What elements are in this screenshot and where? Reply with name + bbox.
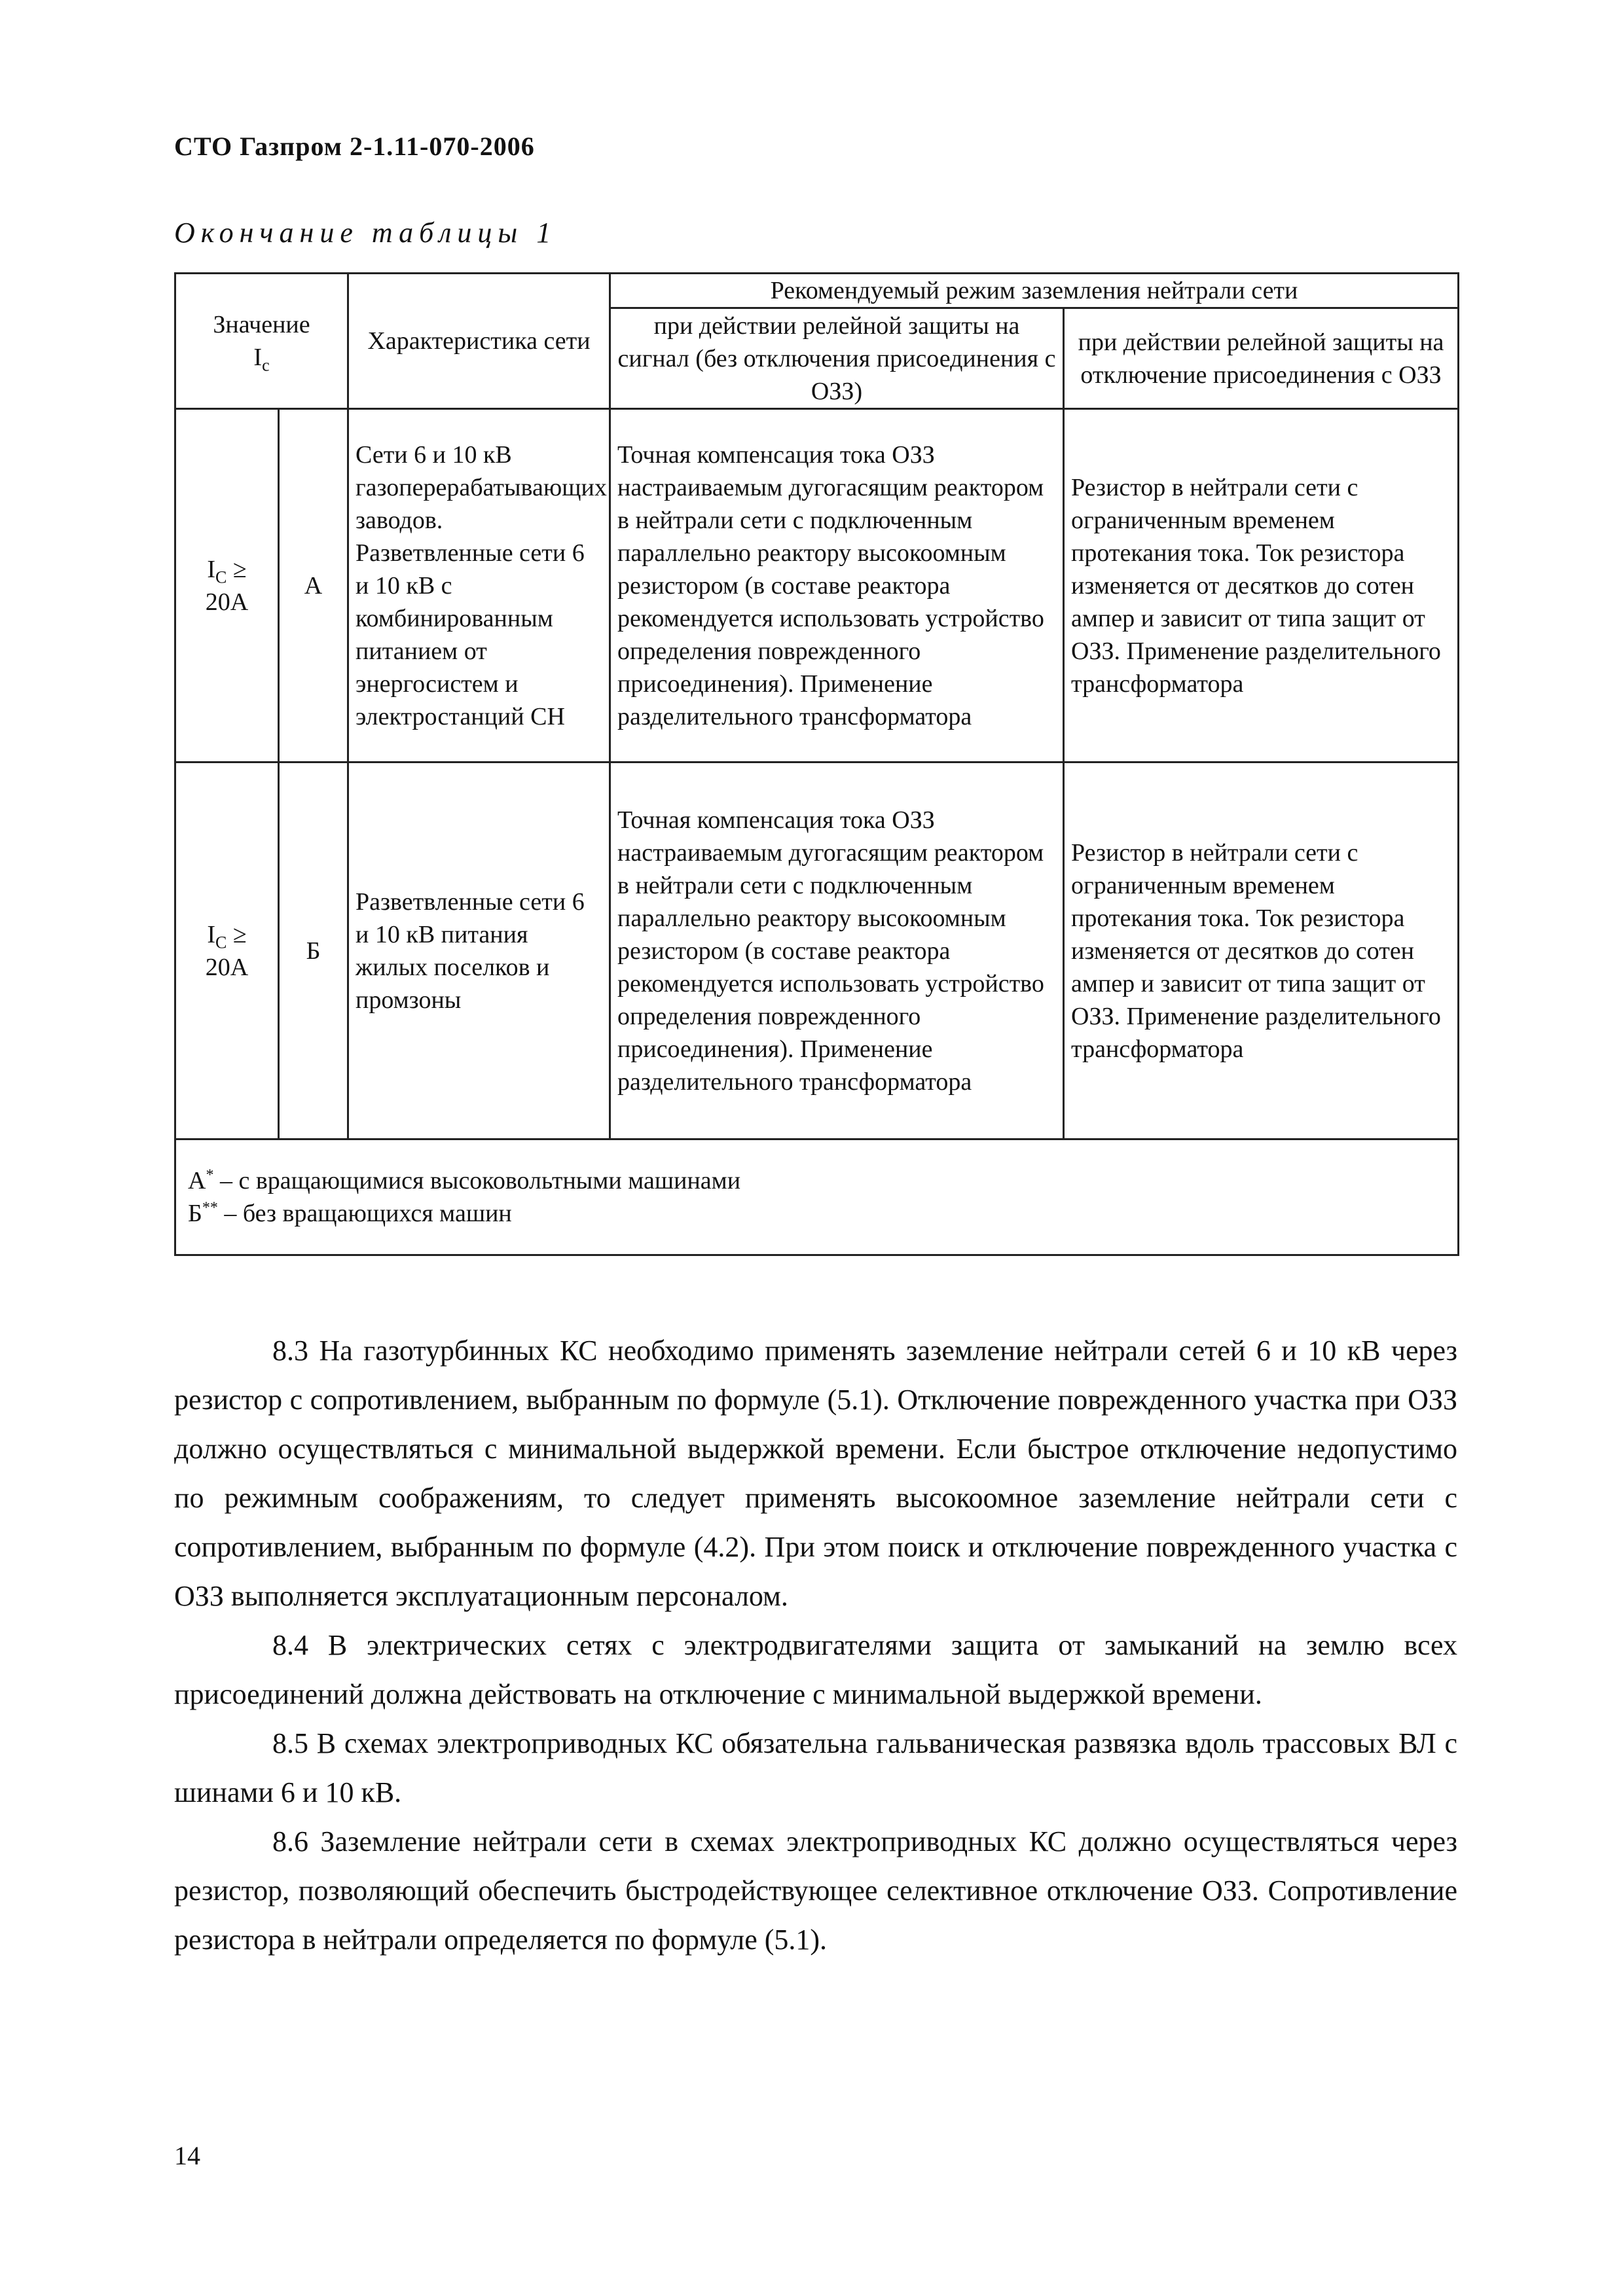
note-text: – с вращающимися высоковольтными машинами [213,1167,741,1194]
table-notes [175,1139,1459,1255]
body-text [174,1326,1457,1964]
page-number: 14 [174,2141,200,2170]
paragraph: 8.5 В схемах электроприводных КС обязательна гальваническая развязка вдоль трассовых ВЛ с шинами 6 и 10 кВ. [174,1727,1457,1808]
paragraph: 8.6 Заземление нейтрали сети в схемах электроприводных КС должно осуществляться через резистор, позволяющий обеспечить быстродействующее селективное отключение ОЗЗ. Сопротивление резистора в нейтрали определяется по формуле (5.1). [174,1825,1457,1956]
value-cond: ≥ [232,555,247,583]
header-signal: при действии релейной защиты на сигнал (без отключения присоединения с ОЗЗ) [610,308,1064,409]
note-sup: * [206,1166,214,1184]
row-value [175,762,279,1139]
header-trip: при действии релейной защиты на отключение присоединения с ОЗЗ [1064,308,1459,409]
table-row [175,409,1459,762]
note-line [188,1164,1446,1197]
header-value-symbol: I [253,344,263,371]
table-caption: Окончание таблицы 1 [174,217,557,249]
grounding-mode-table [174,272,1459,1256]
paragraph: 8.4 В электрических сетях с электродвигателями защита от замыканий на землю всех присоединений должна действовать на отключение с минимальной выдержкой времени. [174,1629,1457,1710]
table-row [175,762,1459,1139]
note-mark: А [188,1167,206,1194]
header-value [175,274,348,409]
row-signal-mode: Точная компенсация тока ОЗЗ настраиваемым дугогасящим реактором в нейтрали сети с подключенным параллельно реактору высокоомным резистором (в составе реактора рекомендуется использовать устройство определения поврежденного присоединения). Применение разделительного трансформатора [610,409,1064,762]
value-num: 20А [205,588,249,616]
row-characteristic: Разветвленные сети 6 и 10 кВ питания жилых поселков и промзоны [348,762,610,1139]
header-group: Рекомендуемый режим заземления нейтрали сети [610,274,1459,308]
document-header: СТО Газпром 2-1.11-070-2006 [174,132,535,161]
header-characteristic: Характеристика сети [348,274,610,409]
row-signal-mode: Точная компенсация тока ОЗЗ настраиваемым дугогасящим реактором в нейтрали сети с подключенным параллельно реактору высокоомным резистором (в составе реактора рекомендуется использовать устройство определения поврежденного присоединения). Применение разделительного трансформатора [610,762,1064,1139]
value-cond: ≥ [232,920,247,948]
row-code: А [279,409,348,762]
note-line [188,1197,1446,1230]
note-mark: Б [188,1200,202,1227]
paragraph: 8.3 На газотурбинных КС необходимо применять заземление нейтрали сетей 6 и 10 кВ через резистор с сопротивлением, выбранным по формуле (5.1). Отключение поврежденного участка при ОЗЗ должно осуществляться с минимальной выдержкой времени. Если быстрое отключение недопустимо по режимным соображениям, то следует применять высокоомное заземление нейтрали сети с сопротивлением, выбранным по формуле (4.2). При этом поиск и отключение поврежденного участка с ОЗЗ выполняется эксплуатационным персоналом. [174,1335,1457,1612]
note-sup: ** [202,1199,218,1217]
note-text: – без вращающихся машин [217,1200,512,1227]
row-code: Б [279,762,348,1139]
value-sub: C [215,933,227,952]
header-value-sub: c [262,355,270,375]
value-sub: C [215,567,227,587]
row-characteristic: Сети 6 и 10 кВ газоперерабатывающих заводов. Разветвленные сети 6 и 10 кВ с комбинированным питанием от энергосистем и электростанций СН [348,409,610,762]
row-value [175,409,279,762]
row-trip-mode: Резистор в нейтрали сети с ограниченным временем протекания тока. Ток резистора изменяется от десятков до сотен ампер и зависит от типа защит от ОЗЗ. Применение разделительного трансформатора [1064,762,1459,1139]
row-trip-mode: Резистор в нейтрали сети с ограниченным временем протекания тока. Ток резистора изменяется от десятков до сотен ампер и зависит от типа защит от ОЗЗ. Применение разделительного трансформатора [1064,409,1459,762]
value-symbol: I [207,920,215,948]
value-symbol: I [207,555,215,583]
header-value-label: Значение [213,311,310,338]
value-num: 20А [205,953,249,981]
